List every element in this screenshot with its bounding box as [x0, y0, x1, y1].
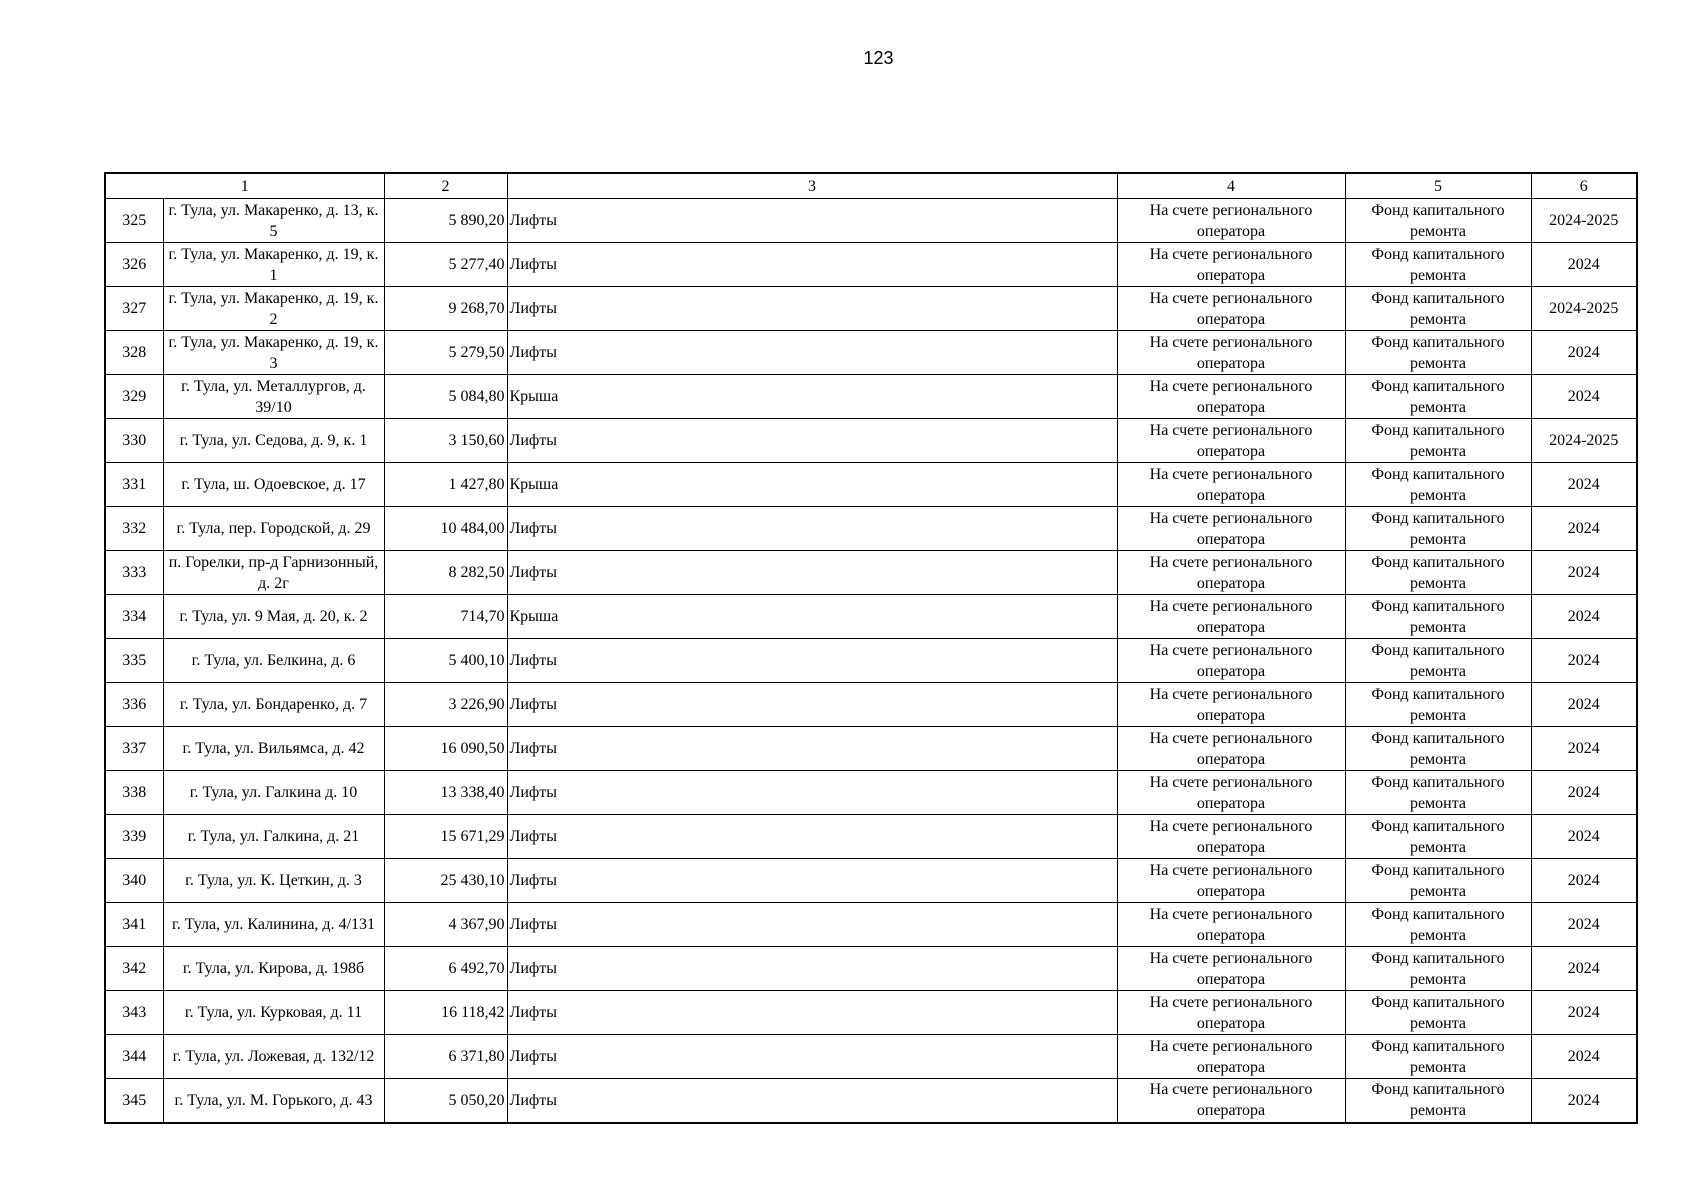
header-col-4: 4	[1117, 173, 1345, 199]
table-row	[105, 683, 1637, 727]
account-cell: На счете регионального оператора	[1117, 815, 1345, 859]
area-cell: 5 279,50	[384, 331, 507, 375]
work-type-cell: Лифты	[507, 287, 1117, 331]
year-cell: 2024	[1531, 375, 1637, 419]
row-number: 339	[105, 815, 163, 859]
area-cell: 5 400,10	[384, 639, 507, 683]
address-cell: г. Тула, ул. Седова, д. 9, к. 1	[163, 419, 384, 463]
row-number: 342	[105, 947, 163, 991]
area-cell: 3 150,60	[384, 419, 507, 463]
table-row	[105, 947, 1637, 991]
address-cell: г. Тула, ул. Макаренко, д. 19, к. 2	[163, 287, 384, 331]
work-type-cell: Лифты	[507, 859, 1117, 903]
row-number: 341	[105, 903, 163, 947]
work-type-cell: Лифты	[507, 331, 1117, 375]
fund-cell: Фонд капитального ремонта	[1345, 551, 1531, 595]
year-cell: 2024-2025	[1531, 419, 1637, 463]
address-cell: г. Тула, ул. Галкина, д. 21	[163, 815, 384, 859]
row-number: 335	[105, 639, 163, 683]
address-cell: г. Тула, ул. Кирова, д. 198б	[163, 947, 384, 991]
area-cell: 4 367,90	[384, 903, 507, 947]
account-cell: На счете регионального оператора	[1117, 507, 1345, 551]
row-number: 343	[105, 991, 163, 1035]
address-cell: г. Тула, ул. Макаренко, д. 19, к. 3	[163, 331, 384, 375]
work-type-cell: Лифты	[507, 815, 1117, 859]
account-cell: На счете регионального оператора	[1117, 1035, 1345, 1079]
fund-cell: Фонд капитального ремонта	[1345, 287, 1531, 331]
work-type-cell: Крыша	[507, 595, 1117, 639]
address-cell: г. Тула, ул. К. Цеткин, д. 3	[163, 859, 384, 903]
row-number: 327	[105, 287, 163, 331]
work-type-cell: Лифты	[507, 243, 1117, 287]
year-cell: 2024	[1531, 991, 1637, 1035]
table-row	[105, 771, 1637, 815]
account-cell: На счете регионального оператора	[1117, 727, 1345, 771]
year-cell: 2024	[1531, 903, 1637, 947]
table-row	[105, 1035, 1637, 1079]
table-row	[105, 507, 1637, 551]
fund-cell: Фонд капитального ремонта	[1345, 595, 1531, 639]
year-cell: 2024	[1531, 683, 1637, 727]
fund-cell: Фонд капитального ремонта	[1345, 903, 1531, 947]
area-cell: 5 890,20	[384, 199, 507, 243]
address-cell: г. Тула, ш. Одоевское, д. 17	[163, 463, 384, 507]
row-number: 331	[105, 463, 163, 507]
row-number: 325	[105, 199, 163, 243]
year-cell: 2024	[1531, 331, 1637, 375]
row-number: 336	[105, 683, 163, 727]
address-cell: г. Тула, ул. Макаренко, д. 19, к. 1	[163, 243, 384, 287]
fund-cell: Фонд капитального ремонта	[1345, 199, 1531, 243]
year-cell: 2024	[1531, 1079, 1637, 1123]
address-cell: г. Тула, ул. Вильямса, д. 42	[163, 727, 384, 771]
area-cell: 5 050,20	[384, 1079, 507, 1123]
row-number: 328	[105, 331, 163, 375]
work-type-cell: Лифты	[507, 1035, 1117, 1079]
year-cell: 2024	[1531, 1035, 1637, 1079]
row-number: 326	[105, 243, 163, 287]
account-cell: На счете регионального оператора	[1117, 199, 1345, 243]
table-row	[105, 1079, 1637, 1123]
year-cell: 2024	[1531, 595, 1637, 639]
area-cell: 10 484,00	[384, 507, 507, 551]
table-row	[105, 243, 1637, 287]
table-row	[105, 727, 1637, 771]
address-cell: г. Тула, ул. Белкина, д. 6	[163, 639, 384, 683]
work-type-cell: Лифты	[507, 507, 1117, 551]
fund-cell: Фонд капитального ремонта	[1345, 419, 1531, 463]
account-cell: На счете регионального оператора	[1117, 419, 1345, 463]
fund-cell: Фонд капитального ремонта	[1345, 683, 1531, 727]
work-type-cell: Лифты	[507, 683, 1117, 727]
year-cell: 2024	[1531, 771, 1637, 815]
row-number: 344	[105, 1035, 163, 1079]
address-cell: г. Тула, ул. Ложевая, д. 132/12	[163, 1035, 384, 1079]
address-cell: г. Тула, ул. Галкина д. 10	[163, 771, 384, 815]
area-cell: 6 371,80	[384, 1035, 507, 1079]
account-cell: На счете регионального оператора	[1117, 639, 1345, 683]
area-cell: 6 492,70	[384, 947, 507, 991]
work-type-cell: Лифты	[507, 991, 1117, 1035]
table-row	[105, 551, 1637, 595]
address-cell: г. Тула, пер. Городской, д. 29	[163, 507, 384, 551]
row-number: 345	[105, 1079, 163, 1123]
table-row	[105, 287, 1637, 331]
area-cell: 25 430,10	[384, 859, 507, 903]
address-cell: г. Тула, ул. Металлургов, д. 39/10	[163, 375, 384, 419]
year-cell: 2024	[1531, 463, 1637, 507]
address-cell: г. Тула, ул. Бондаренко, д. 7	[163, 683, 384, 727]
year-cell: 2024	[1531, 507, 1637, 551]
work-type-cell: Лифты	[507, 639, 1117, 683]
account-cell: На счете регионального оператора	[1117, 243, 1345, 287]
page-number: 123	[863, 48, 894, 68]
area-cell: 5 277,40	[384, 243, 507, 287]
row-number: 330	[105, 419, 163, 463]
work-type-cell: Лифты	[507, 903, 1117, 947]
fund-cell: Фонд капитального ремонта	[1345, 1079, 1531, 1123]
fund-cell: Фонд капитального ремонта	[1345, 331, 1531, 375]
account-cell: На счете регионального оператора	[1117, 375, 1345, 419]
header-col-5: 5	[1345, 173, 1531, 199]
year-cell: 2024-2025	[1531, 287, 1637, 331]
year-cell: 2024	[1531, 243, 1637, 287]
fund-cell: Фонд капитального ремонта	[1345, 947, 1531, 991]
table-row	[105, 859, 1637, 903]
address-cell: г. Тула, ул. Макаренко, д. 13, к. 5	[163, 199, 384, 243]
work-type-cell: Лифты	[507, 727, 1117, 771]
fund-cell: Фонд капитального ремонта	[1345, 507, 1531, 551]
address-cell: п. Горелки, пр-д Гарнизонный, д. 2г	[163, 551, 384, 595]
fund-cell: Фонд капитального ремонта	[1345, 815, 1531, 859]
work-type-cell: Лифты	[507, 947, 1117, 991]
year-cell: 2024-2025	[1531, 199, 1637, 243]
account-cell: На счете регионального оператора	[1117, 947, 1345, 991]
table-body	[105, 199, 1637, 1123]
fund-cell: Фонд капитального ремонта	[1345, 859, 1531, 903]
area-cell: 9 268,70	[384, 287, 507, 331]
fund-cell: Фонд капитального ремонта	[1345, 375, 1531, 419]
area-cell: 13 338,40	[384, 771, 507, 815]
table-row	[105, 331, 1637, 375]
table-row	[105, 199, 1637, 243]
work-type-cell: Крыша	[507, 375, 1117, 419]
account-cell: На счете регионального оператора	[1117, 463, 1345, 507]
area-cell: 15 671,29	[384, 815, 507, 859]
registry-table	[104, 172, 1638, 1124]
account-cell: На счете регионального оператора	[1117, 991, 1345, 1035]
account-cell: На счете регионального оператора	[1117, 859, 1345, 903]
account-cell: На счете регионального оператора	[1117, 331, 1345, 375]
row-number: 338	[105, 771, 163, 815]
area-cell: 1 427,80	[384, 463, 507, 507]
year-cell: 2024	[1531, 551, 1637, 595]
fund-cell: Фонд капитального ремонта	[1345, 771, 1531, 815]
row-number: 332	[105, 507, 163, 551]
header-col-2: 2	[384, 173, 507, 199]
header-row	[105, 173, 1637, 199]
area-cell: 16 118,42	[384, 991, 507, 1035]
header-col-1: 1	[105, 173, 384, 199]
table-row	[105, 903, 1637, 947]
account-cell: На счете регионального оператора	[1117, 595, 1345, 639]
header-col-6: 6	[1531, 173, 1637, 199]
row-number: 333	[105, 551, 163, 595]
year-cell: 2024	[1531, 727, 1637, 771]
area-cell: 5 084,80	[384, 375, 507, 419]
table-row	[105, 419, 1637, 463]
area-cell: 714,70	[384, 595, 507, 639]
work-type-cell: Лифты	[507, 771, 1117, 815]
row-number: 329	[105, 375, 163, 419]
area-cell: 3 226,90	[384, 683, 507, 727]
year-cell: 2024	[1531, 859, 1637, 903]
table-row	[105, 639, 1637, 683]
table-header	[105, 173, 1637, 199]
table-row	[105, 991, 1637, 1035]
fund-cell: Фонд капитального ремонта	[1345, 639, 1531, 683]
fund-cell: Фонд капитального ремонта	[1345, 1035, 1531, 1079]
fund-cell: Фонд капитального ремонта	[1345, 243, 1531, 287]
row-number: 334	[105, 595, 163, 639]
header-col-3: 3	[507, 173, 1117, 199]
address-cell: г. Тула, ул. Калинина, д. 4/131	[163, 903, 384, 947]
table-row	[105, 595, 1637, 639]
row-number: 337	[105, 727, 163, 771]
work-type-cell: Лифты	[507, 199, 1117, 243]
work-type-cell: Лифты	[507, 419, 1117, 463]
year-cell: 2024	[1531, 815, 1637, 859]
area-cell: 8 282,50	[384, 551, 507, 595]
work-type-cell: Лифты	[507, 551, 1117, 595]
account-cell: На счете регионального оператора	[1117, 287, 1345, 331]
area-cell: 16 090,50	[384, 727, 507, 771]
account-cell: На счете регионального оператора	[1117, 551, 1345, 595]
year-cell: 2024	[1531, 639, 1637, 683]
table-row	[105, 463, 1637, 507]
address-cell: г. Тула, ул. Курковая, д. 11	[163, 991, 384, 1035]
row-number: 340	[105, 859, 163, 903]
table-row	[105, 375, 1637, 419]
work-type-cell: Крыша	[507, 463, 1117, 507]
fund-cell: Фонд капитального ремонта	[1345, 463, 1531, 507]
table-row	[105, 815, 1637, 859]
account-cell: На счете регионального оператора	[1117, 1079, 1345, 1123]
work-type-cell: Лифты	[507, 1079, 1117, 1123]
fund-cell: Фонд капитального ремонта	[1345, 991, 1531, 1035]
account-cell: На счете регионального оператора	[1117, 903, 1345, 947]
address-cell: г. Тула, ул. М. Горького, д. 43	[163, 1079, 384, 1123]
address-cell: г. Тула, ул. 9 Мая, д. 20, к. 2	[163, 595, 384, 639]
account-cell: На счете регионального оператора	[1117, 683, 1345, 727]
year-cell: 2024	[1531, 947, 1637, 991]
fund-cell: Фонд капитального ремонта	[1345, 727, 1531, 771]
account-cell: На счете регионального оператора	[1117, 771, 1345, 815]
